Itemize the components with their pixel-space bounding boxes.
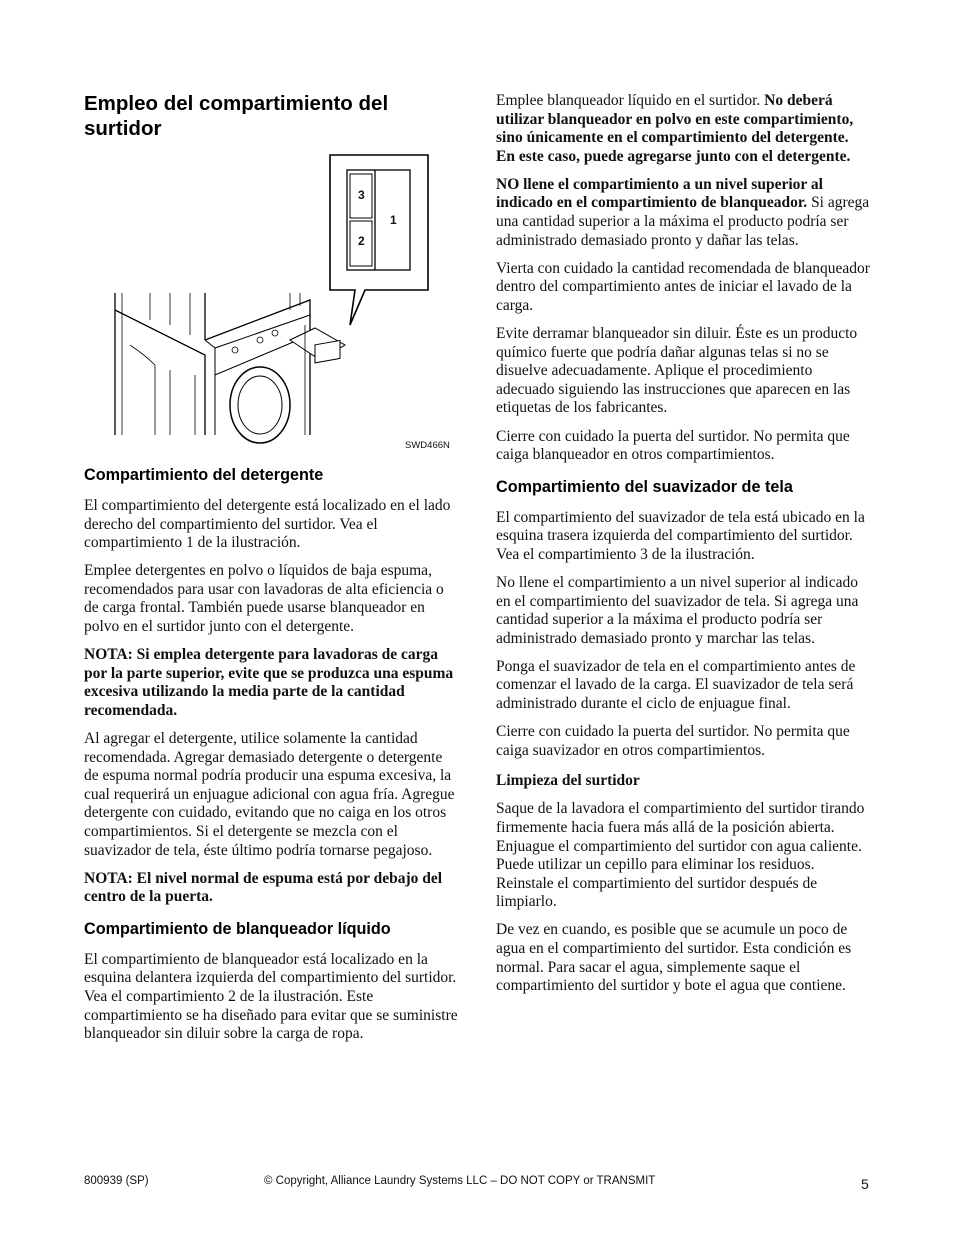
compartment-label-2: 2: [358, 234, 365, 248]
washer-dispenser-drawing: [110, 150, 460, 460]
detergent-note-2: NOTA: El nivel normal de espuma está por debajo del centro de la puerta.: [84, 869, 443, 906]
dispenser-illustration: [110, 150, 460, 460]
detergent-heading: Compartimiento del detergente: [84, 466, 324, 484]
bleach-paragraph-1: El compartimiento de blanqueador está localizado en la esquina delantera izquierda del compartimiento del surtidor. Vea el compartimiento 2 de la ilustración. Este compartimiento se ha diseñado para evitar que se suministre blanqueador sin diluir sobre la carga de ropa.: [84, 950, 458, 1043]
detergent-paragraph-2: Emplee detergentes en polvo o líquidos de baja espuma, recomendados para usar con lavadoras de alta eficiencia o de carga frontal. También puede usarse blanqueador en polvo en el surtidor junto con el detergente.: [84, 562, 444, 636]
bleach-paragraph-2-bold: No deberá utilizar blanqueador en polvo en este compartimiento, sino únicamente en el compartimiento del detergente. En este caso, puede agregarse junto con el detergente.: [496, 92, 854, 165]
bleach-paragraph-4: Vierta con cuidado la cantidad recomendada de blanqueador dentro del compartimiento antes de iniciar el lavado de la carga.: [496, 259, 870, 314]
footer-copyright: © Copyright, Alliance Laundry Systems LLC – DO NOT COPY or TRANSMIT: [264, 1175, 656, 1187]
cleaning-paragraph-2: De vez en cuando, es posible que se acumule un poco de agua en el compartimiento del surtidor. Esta condición es normal. Para sacar el agua, simplemente saque el compartimiento del surtidor y bote el agua que contiene.: [496, 921, 852, 995]
bleach-paragraph-3-plain: Si agrega una cantidad superior a la máxima el producto podría ser administrado demasiado pronto y dañar las telas.: [496, 194, 870, 249]
softener-paragraph-1: El compartimiento del suavizador de tela está ubicado en la esquina trasera izquierda del compartimiento del surtidor. Vea el compartimiento 3 de la ilustración.: [496, 508, 865, 563]
bleach-paragraph-2: [496, 92, 870, 166]
compartment-label-1: 1: [390, 213, 397, 227]
cleaning-paragraph-1: Saque de la lavadora el compartimiento del surtidor tirando firmemente hacia fuera más allá de la posición abierta. Enjuague el compartimiento del surtidor con agua caliente. Puede utilizar un cepillo para eliminar los residuos. Reinstale el compartimiento del surtidor después de limpiarlo.: [496, 800, 865, 911]
softener-heading: Compartimiento del suavizador de tela: [496, 477, 793, 496]
page-title: Empleo del compartimiento del surtidor: [84, 92, 389, 140]
left-column: [84, 465, 458, 1053]
bleach-paragraph-3-bold: NO llene el compartimiento a un nivel superior al indicado en el compartimiento de blanqueador.: [496, 175, 823, 212]
cleaning-heading: Limpieza del surtidor: [496, 772, 640, 790]
detergent-paragraph-1: El compartimiento del detergente está localizado en el lado derecho del compartimiento del surtidor. Vea el compartimiento 1 de la ilustración.: [84, 497, 451, 552]
bleach-paragraph-3: [496, 176, 870, 250]
compartment-label-3: 3: [358, 188, 365, 202]
softener-paragraph-4: Cierre con cuidado la puerta del surtidor. No permita que caiga suavizador en otros compartimientos.: [496, 723, 850, 759]
detergent-note-1: NOTA: Si emplea detergente para lavadoras de carga por la parte superior, evite que se produzca una espuma excesiva utilizando la media parte de la cantidad recomendada.: [84, 646, 454, 719]
bleach-paragraph-2-plain: Emplee blanqueador líquido en el surtidor.: [496, 92, 765, 109]
page-number: 5: [861, 1176, 869, 1192]
right-column: [496, 92, 870, 1005]
bleach-paragraph-6: Cierre con cuidado la puerta del surtidor. No permita que caiga blanqueador en otros compartimientos.: [496, 427, 850, 464]
detergent-paragraph-3: Al agregar el detergente, utilice solamente la cantidad recomendada. Agregar demasiado detergente o detergente de espuma normal podría producir una espuma excesiva, la cual requerirá un enjuague adicional con agua fría. Agregue detergente con cuidado, evitando que no caiga en los otros compartimientos. Si el detergente se mezcla con el suavizador de tela, éste último podría tornarse pegajoso.: [84, 730, 455, 859]
softener-paragraph-3: Ponga el suavizador de tela en el compartimiento antes de comenzar el lavado de la carga. El suavizador de tela será administrado durante el ciclo de enjuague final.: [496, 657, 856, 713]
illustration-code: SWD466N: [405, 440, 450, 451]
bleach-paragraph-5: Evite derramar blanqueador sin diluir. Éste es un producto químico fuerte que podría dañar algunas telas si no se disuelve adecuadamente. Aplique el procedimiento adecuado siguiendo las instrucciones que aparecen en las etiquetas de los fabricantes.: [496, 325, 858, 417]
footer-doc-number: 800939 (SP): [84, 1175, 149, 1187]
softener-paragraph-2: No llene el compartimiento a un nivel superior al indicado en el compartimiento del suavizador de tela. Si agrega una cantidad superior a la máxima el producto podría ser administrado demasiado pronto y marchar las telas.: [496, 573, 859, 647]
bleach-heading: Compartimiento de blanqueador líquido: [84, 919, 391, 938]
